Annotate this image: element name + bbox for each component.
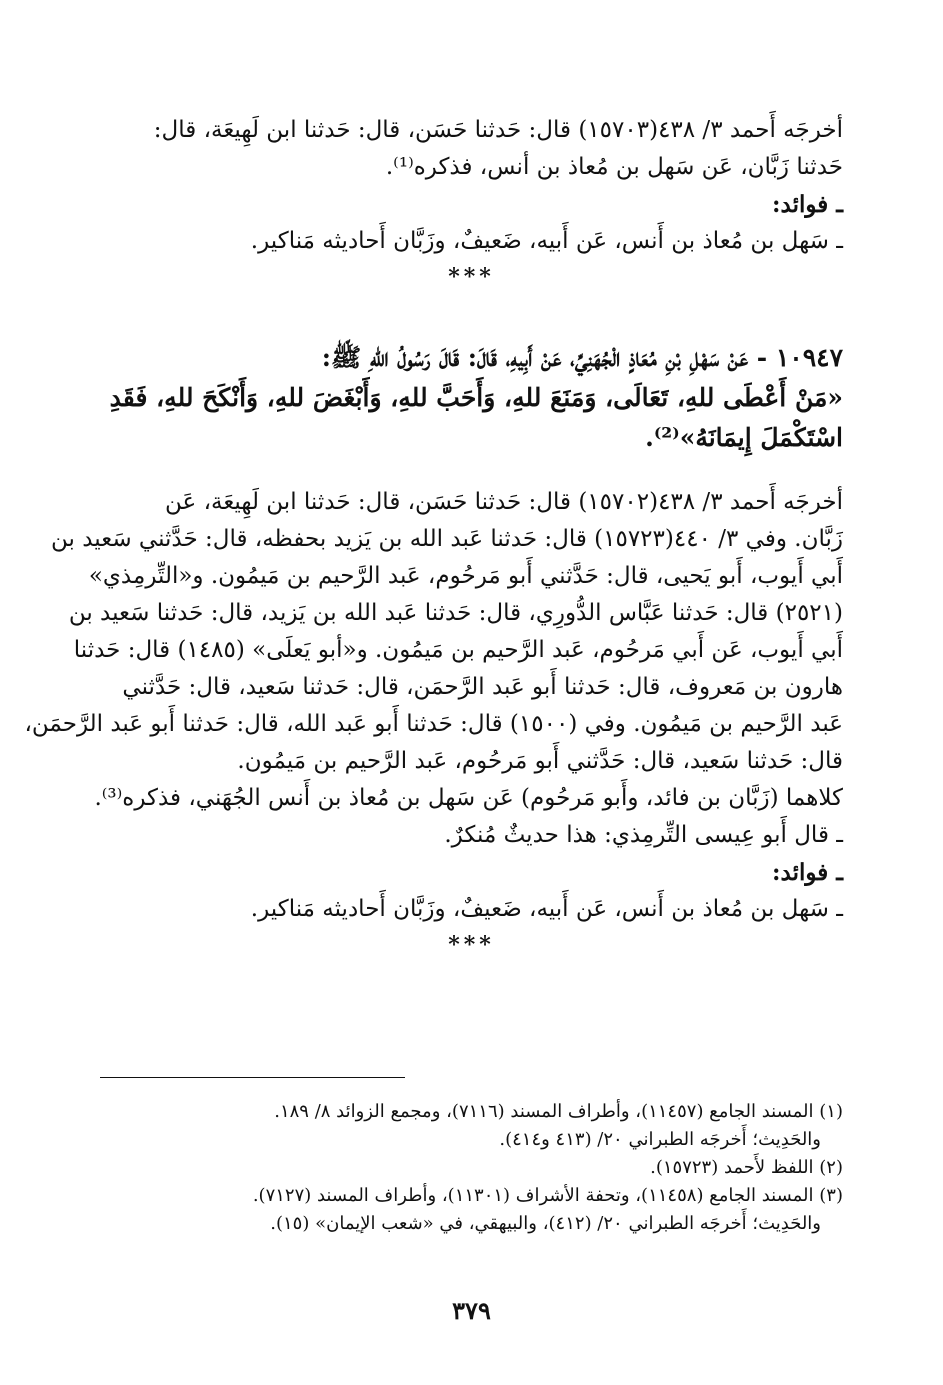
hadith-line: اسْتَكْمَلَ إِيمَانَهُ»⁽²⁾.	[645, 423, 843, 452]
takhrij-line: قال: حَدثنا سَعيد، قال: حَدَّثني أَبو مَرحُوم، عَبد الرَّحيم بن مَيمُون.	[237, 748, 843, 774]
takhrij-block-2	[24, 484, 843, 962]
hadith-line: «مَنْ أَعْطَى للهِ، تَعَالَى، وَمَنَعَ للهِ، وَأَحَبَّ للهِ، وَأَبْغَضَ للهِ، وَأَنْكَحَ للهِ، فَقَدِ	[109, 383, 843, 412]
hadith-line: ١٠٩٤٧ - عَنْ سَهْلِ بْنِ مُعَاذٍ الْجُهَنِيِّ، عَنْ أَبِيهِ، قَالَ: قَالَ رَسُولُ اللهِ ﷺ:	[321, 343, 843, 372]
takhrij-line: أَبي أَيوب، عَن أَبي مَرحُوم، عَبد الرَّحيم بن مَيمُون. و«أبو يَعلَى» (١٤٨٥) قال: حَدثنا	[73, 637, 843, 663]
takhrij-line: أخرجَه أَحمد ٣/ ٤٣٨(١٥٧٠٣) قال: حَدثنا حَسَن، قال: حَدثنا ابن لَهِيعَة، قال:	[153, 117, 843, 143]
footnote-1: (١) المسند الجامع (١١٤٥٧)، وأطراف المسند (٧١١٦)، ومجمع الزوائد ٨/ ١٨٩.	[274, 1101, 843, 1122]
fawaid-note: ـ سَهل بن مُعاذ بن أَنس، عَن أَبيه، ضَعيفٌ، وزَبَّان أَحاديثه مَناكير.	[250, 896, 843, 922]
section-separator: ***	[448, 264, 495, 290]
section-separator: ***	[448, 932, 495, 958]
footnote-3-continued: والحَدِيث؛ أَخرجَه الطبراني ٢٠/ (٤١٢)، والبيهقي، في «شعب الإيمان» (١٥).	[270, 1213, 821, 1234]
hadith-text	[100, 338, 843, 458]
footnote-1-continued: والحَدِيث؛ أَخرجَه الطبراني ٢٠/ (٤١٣ و٤١٤).	[499, 1129, 821, 1150]
takhrij-line: عَبد الرَّحيم بن مَيمُون. وفي (١٥٠٠) قال: حَدثنا أَبو عَبد الله، قال: حَدثنا أَبو عَبد الرَّحمَن،	[24, 711, 843, 737]
takhrij-line: هارون بن مَعروف، قال: حَدثنا أَبو عَبد الرَّحمَن، قال: حَدثنا سَعيد، قال: حَدَّثني	[122, 674, 843, 700]
takhrij-line: أخرجَه أَحمد ٣/ ٤٣٨(١٥٧٠٢) قال: حَدثنا حَسَن، قال: حَدثنا ابن لَهِيعَة، عَن	[165, 489, 843, 515]
fawaid-heading: ـ فوائد:	[772, 859, 843, 886]
footnote-2: (٢) اللفظ لأَحمد (١٥٧٢٣).	[650, 1157, 843, 1178]
fawaid-heading: ـ فوائد:	[772, 191, 843, 218]
both-narrators-line: كلاهما (زَبَّان بن فائد، وأَبو مَرحُوم) عَن سَهل بن مُعاذ بن أَنس الجُهَني، فذكره⁽³⁾.	[94, 785, 843, 811]
footnote-3: (٣) المسند الجامع (١١٤٥٨)، وتحفة الأشراف (١١٣٠١)، وأطراف المسند (٧١٢٧).	[252, 1185, 843, 1206]
takhrij-block-1	[100, 112, 843, 294]
takhrij-line: (٢٥٢١) قال: حَدثنا عَبَّاس الدُّورِي، قال: حَدثنا عَبد الله بن يَزيد، قال: حَدثنا سَعيد بن	[68, 600, 843, 626]
takhrij-line: زَبَّان. وفي ٣/ ٤٤٠(١٥٧٢٣) قال: حَدثنا عَبد الله بن يَزيد بحفظه، قال: حَدَّثني سَعيد بن	[51, 526, 843, 552]
takhrij-line: أَبي أَيوب، أَبو يَحيى، قال: حَدَّثني أَبو مَرحُوم، عَبد الرَّحيم بن مَيمُون. و«التِّرمِذي»	[88, 563, 843, 589]
footnote-divider	[100, 1077, 405, 1078]
page-number: ٣٧٩	[452, 1296, 491, 1325]
footnotes	[100, 1098, 843, 1238]
takhrij-line: حَدثنا زَبَّان، عَن سَهل بن مُعاذ بن أنس، فذكره⁽¹⁾.	[385, 154, 843, 180]
fawaid-note: ـ سَهل بن مُعاذ بن أَنس، عَن أَبيه، ضَعيفٌ، وزَبَّان أَحاديثه مَناكير.	[250, 228, 843, 254]
tirmidhi-verdict: ـ قال أَبو عِيسى التِّرمِذي: هذا حديثٌ مُنكرٌ.	[444, 822, 843, 848]
